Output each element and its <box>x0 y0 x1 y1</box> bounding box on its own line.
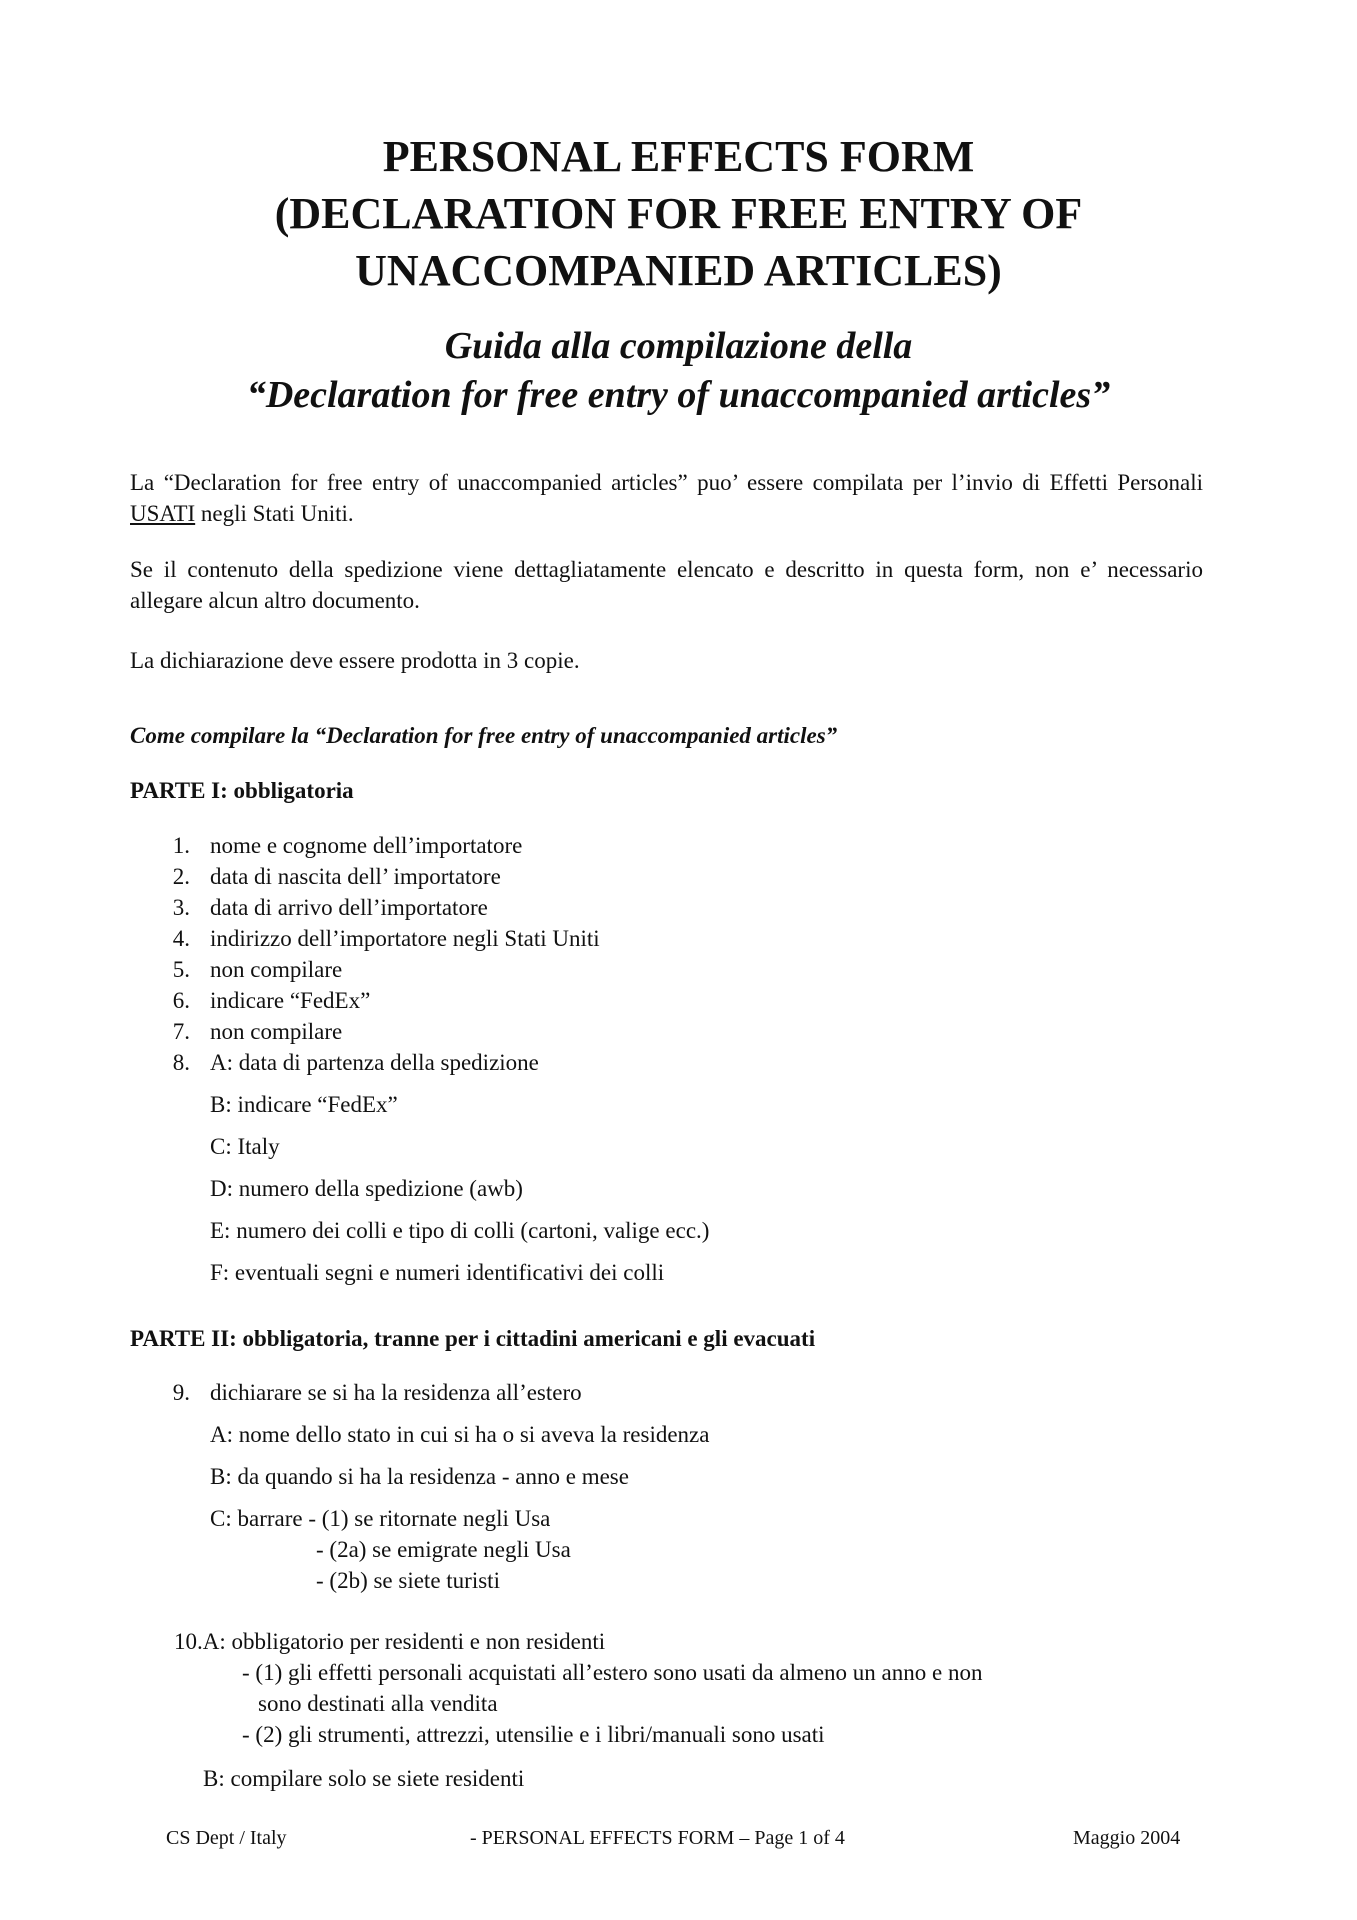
intro-paragraph-2: Se il contenuto della spedizione viene dettagliatamente elencato e descritto in questa form, non e’ necessario allegare alcun altro documento. <box>130 557 1203 613</box>
subtitle-line: “Declaration for free entry of unaccompanied articles” <box>246 374 1111 416</box>
item-number: 4. <box>172 926 190 951</box>
part1-heading: PARTE I: obbligatoria <box>130 778 354 803</box>
subitem-text: - (2a) se emigrate negli Usa <box>316 1537 571 1562</box>
subitem-text: B: da quando si ha la residenza - anno e mese <box>210 1464 629 1489</box>
intro-text: La “Declaration for free entry of unaccompanied articles” puo’ essere compilata per l’invio di Effetti Personali <box>130 470 1203 495</box>
subitem-text: - (2b) se siete turisti <box>316 1568 500 1593</box>
item-text: non compilare <box>210 1019 343 1044</box>
part2-heading: PARTE II: obbligatoria, tranne per i cittadini americani e gli evacuati <box>130 1326 816 1351</box>
item-number: 5. <box>172 957 190 982</box>
subitem-text: A: nome dello stato in cui si ha o si aveva la residenza <box>210 1422 710 1447</box>
item-number: 7. <box>172 1019 190 1044</box>
item-number: 6. <box>172 988 190 1013</box>
title-line: (DECLARATION FOR FREE ENTRY OF <box>274 189 1083 238</box>
item-text: data di nascita dell’ importatore <box>210 864 501 889</box>
intro-paragraph-3: La dichiarazione deve essere prodotta in 3 copie. <box>130 648 580 673</box>
item-number: 8. <box>172 1050 190 1075</box>
footer-left: CS Dept / Italy <box>166 1827 287 1849</box>
item-text: dichiarare se si ha la residenza all’estero <box>210 1380 582 1405</box>
intro-underlined-word: USATI <box>130 501 196 526</box>
item-text: nome e cognome dell’importatore <box>210 833 523 858</box>
item-text: 10.A: obbligatorio per residenti e non residenti <box>174 1629 606 1654</box>
item-text: non compilare <box>210 957 343 982</box>
footer-center: - PERSONAL EFFECTS FORM – Page 1 of 4 <box>470 1827 845 1849</box>
intro-text: negli Stati Uniti. <box>195 501 354 526</box>
document-subtitle <box>0 322 1357 420</box>
subtitle-line: Guida alla compilazione della <box>444 325 913 367</box>
subitem-text: sono destinati alla vendita <box>258 1691 498 1716</box>
part1-list <box>130 830 1203 1300</box>
subitem-text: - (1) gli effetti personali acquistati all’estero sono usati da almeno un anno e non <box>242 1660 983 1685</box>
item-number: 3. <box>172 895 190 920</box>
item-text: data di arrivo dell’importatore <box>210 895 488 920</box>
item-text: A: data di partenza della spedizione <box>210 1050 539 1075</box>
subitem-text: B: indicare “FedEx” <box>210 1092 398 1117</box>
howto-heading: Come compilare la “Declaration for free entry of unaccompanied articles” <box>130 723 838 748</box>
title-line: PERSONAL EFFECTS FORM <box>382 132 975 181</box>
subitem-text: C: Italy <box>210 1134 280 1159</box>
subitem-text: E: numero dei colli e tipo di colli (cartoni, valige ecc.) <box>210 1218 710 1243</box>
title-line: UNACCOMPANIED ARTICLES) <box>355 246 1002 295</box>
item-number: 9. <box>172 1380 190 1405</box>
item-number: 1. <box>172 833 190 858</box>
item-text: B: compilare solo se siete residenti <box>203 1766 525 1791</box>
subitem-text: C: barrare - (1) se ritornate negli Usa <box>210 1506 551 1531</box>
footer-right: Maggio 2004 <box>1073 1827 1181 1849</box>
subitem-text: D: numero della spedizione (awb) <box>210 1176 523 1201</box>
intro-paragraph-1 <box>130 467 1203 529</box>
item-text: indicare “FedEx” <box>210 988 371 1013</box>
part2-list <box>130 1377 1203 1797</box>
document-title <box>0 128 1357 299</box>
item-number: 2. <box>172 864 190 889</box>
subitem-text: F: eventuali segni e numeri identificativi dei colli <box>210 1260 665 1285</box>
subitem-text: - (2) gli strumenti, attrezzi, utensilie e i libri/manuali sono usati <box>242 1722 825 1747</box>
item-text: indirizzo dell’importatore negli Stati Uniti <box>210 926 600 951</box>
